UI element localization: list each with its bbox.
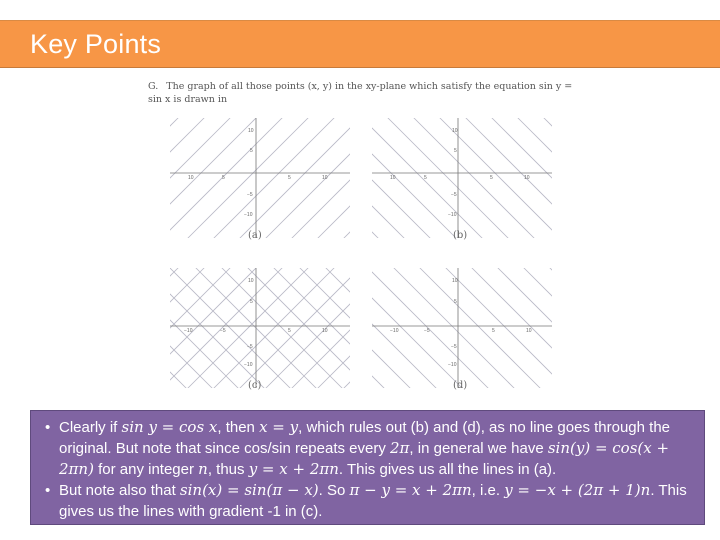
graph-d-xtick-3: 5: [492, 328, 495, 334]
graph-b-ytick-4: −10: [448, 212, 457, 218]
graph-d-label: (d): [453, 380, 468, 391]
bullet2-text-c: , i.e.: [471, 482, 505, 499]
graph-line: [170, 144, 350, 238]
graph-d-plot: [372, 268, 552, 388]
graph-a: [170, 118, 350, 238]
bullet2-math-a: sin(x) = sin(π − x): [179, 481, 319, 499]
slide-title: Key Points: [30, 29, 162, 59]
graph-c: [170, 268, 350, 388]
bullet1-math-b: x = y: [259, 418, 299, 436]
graph-a-xtick-3: 5: [288, 175, 291, 181]
graph-line: [372, 268, 552, 332]
graph-line: [372, 268, 552, 388]
graph-line: [372, 268, 552, 388]
question-body: The graph of all those points (x, y) in the xy-plane which satisfy the equation sin y = sin x is drawn in: [148, 81, 573, 105]
graph-d-ytick-4: −10: [448, 362, 457, 368]
graph-line: [372, 268, 552, 280]
graph-b-xtick-1: 10: [390, 175, 396, 181]
graph-b-ytick-2: 5: [454, 148, 457, 154]
graph-a-ytick-2: 5: [250, 148, 253, 154]
bullet2-math-c: y = −x + (2π + 1)n: [504, 481, 651, 499]
bullet1-math-e: n: [198, 460, 208, 478]
graph-c-ytick-2: 5: [250, 299, 253, 305]
bullet1-math-a: sin y = cos x: [121, 418, 218, 436]
bullet1-text-a: Clearly if: [59, 419, 122, 436]
graph-a-ytick-4: −10: [244, 212, 253, 218]
bullet2-text-d: . This gives us the lines with gradient -1 in (c).: [59, 482, 687, 520]
title-bar: [0, 20, 720, 68]
graph-line: [372, 268, 552, 306]
graph-line: [170, 268, 350, 354]
bullet1-text-e: for any integer: [93, 461, 199, 478]
question-label: G.: [148, 81, 159, 92]
bullet1-text-d: , in general we have: [409, 440, 548, 457]
bullet2-math-b: π − y = x + 2πn: [349, 481, 472, 499]
graph-c-label: (c): [248, 380, 262, 391]
graph-b: [372, 118, 552, 238]
bullet-icon: •: [45, 419, 51, 436]
graph-a-ytick-1: 10: [248, 128, 254, 134]
bullet2-text-a: But note also that: [59, 482, 180, 499]
graph-b-ytick-3: −5: [451, 192, 457, 198]
graph-line: [170, 268, 350, 328]
graph-line: [170, 284, 350, 388]
graph-line: [372, 144, 552, 238]
graph-d: [372, 268, 552, 388]
bullet1-math-d: sin(y) = cos(x + 2πn): [59, 439, 670, 478]
graph-a-label: (a): [248, 230, 262, 241]
question-text: [148, 80, 578, 106]
graph-b-xtick-4: 10: [524, 175, 530, 181]
graph-d-xtick-4: 10: [526, 328, 532, 334]
answer-bullet-2: [45, 480, 690, 522]
graph-line: [170, 268, 350, 302]
graph-line: [170, 310, 350, 388]
graph-d-xtick-2: −5: [424, 328, 430, 334]
graph-d-xtick-1: −10: [390, 328, 399, 334]
graph-c-xtick-2: −5: [220, 328, 226, 334]
graph-b-ytick-1: 10: [452, 128, 458, 134]
bullet1-text-b: , then: [217, 419, 260, 436]
answer-bullet-1: [45, 417, 690, 480]
bullet1-text-c: , which rules out (b) and (d), as no line goes through the original. But note that since cos/sin repeats every: [59, 419, 671, 457]
graph-b-label: (b): [453, 230, 468, 241]
graph-d-ytick-1: 10: [452, 278, 458, 284]
graph-a-xtick-2: 5: [222, 175, 225, 181]
answer-box: [30, 410, 705, 525]
graph-d-ytick-3: −5: [451, 344, 457, 350]
graph-d-lines: [372, 268, 552, 388]
bullet1-text-g: . This gives us all the lines in (a).: [338, 461, 557, 478]
graph-line: [372, 268, 552, 388]
bullet1-math-f: y = x + 2πn: [248, 460, 339, 478]
graph-a-xtick-4: 10: [322, 175, 328, 181]
graph-a-ytick-3: −5: [247, 192, 253, 198]
graph-c-ytick-3: −5: [247, 344, 253, 350]
graph-line: [372, 118, 552, 136]
graph-b-xtick-2: 5: [424, 175, 427, 181]
bullet-icon: •: [45, 482, 51, 499]
graph-a-plot: [170, 118, 350, 238]
graph-line: [170, 268, 350, 286]
graph-c-ytick-4: −10: [244, 362, 253, 368]
graph-line: [170, 268, 350, 380]
graph-b-plot: [372, 118, 552, 238]
graph-line: [170, 294, 350, 388]
graph-c-ytick-1: 10: [248, 278, 254, 284]
bullet2-text-b: . So: [318, 482, 350, 499]
graph-c-xtick-4: 10: [322, 328, 328, 334]
bullet1-math-c: 2π: [390, 439, 410, 457]
bullet1-text-f: , thus: [207, 461, 249, 478]
graph-b-xtick-3: 5: [490, 175, 493, 181]
graph-a-xtick-1: 10: [188, 175, 194, 181]
graph-line: [170, 118, 350, 136]
graph-c-xtick-1: −10: [184, 328, 193, 334]
graph-line: [372, 268, 552, 358]
graph-c-xtick-3: 5: [288, 328, 291, 334]
graph-d-ytick-2: 5: [454, 299, 457, 305]
graph-c-plot: [170, 268, 350, 388]
